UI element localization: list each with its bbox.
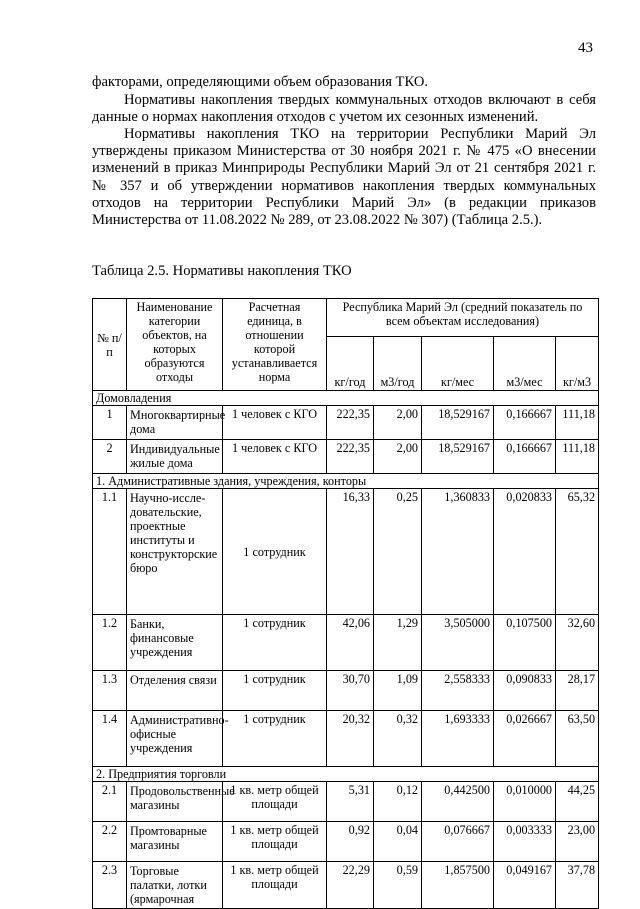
cell-unit: 1 человек с КГО bbox=[223, 440, 327, 474]
header-m3-month: м3/мес bbox=[494, 337, 556, 391]
cell-kg-year: 222,35 bbox=[327, 406, 374, 440]
cell-kg-month: 0,442500 bbox=[422, 782, 494, 822]
section-row bbox=[93, 391, 599, 406]
cell-m3-year: 0,25 bbox=[374, 489, 422, 615]
cell-num: 1.2 bbox=[93, 615, 127, 671]
cell-kg-m3: 37,78 bbox=[556, 862, 599, 909]
cell-kg-m3: 32,60 bbox=[556, 615, 599, 671]
cell-m3-month: 0,020833 bbox=[494, 489, 556, 615]
section-title: 1. Административные здания, учреждения, конторы bbox=[93, 474, 599, 489]
cell-num: 1.1 bbox=[93, 489, 127, 615]
cell-unit: 1 сотрудник bbox=[223, 615, 327, 671]
table-header bbox=[93, 299, 599, 391]
cell-kg-year: 42,06 bbox=[327, 615, 374, 671]
cell-kg-month: 3,505000 bbox=[422, 615, 494, 671]
cell-category: Торговые палатки, лотки (ярмарочная bbox=[127, 862, 223, 909]
cell-category: Научно-иссле-довательские, проектные институты и конструкторские бюро bbox=[127, 489, 223, 615]
cell-kg-month: 0,076667 bbox=[422, 822, 494, 862]
cell-kg-m3: 63,50 bbox=[556, 711, 599, 767]
table-row bbox=[93, 671, 599, 711]
cell-m3-month: 0,003333 bbox=[494, 822, 556, 862]
cell-m3-month: 0,026667 bbox=[494, 711, 556, 767]
cell-m3-year: 0,32 bbox=[374, 711, 422, 767]
cell-category: Продовольственные магазины bbox=[127, 782, 223, 822]
cell-unit: 1 человек с КГО bbox=[223, 406, 327, 440]
section-row bbox=[93, 767, 599, 782]
cell-m3-year: 1,29 bbox=[374, 615, 422, 671]
table-row bbox=[93, 862, 599, 909]
cell-m3-year: 0,04 bbox=[374, 822, 422, 862]
cell-m3-year: 0,59 bbox=[374, 862, 422, 909]
cell-unit: 1 кв. метр общей площади bbox=[223, 782, 327, 822]
cell-num: 1.4 bbox=[93, 711, 127, 767]
cell-category: Банки, финансовые учреждения bbox=[127, 615, 223, 671]
cell-kg-month: 1,857500 bbox=[422, 862, 494, 909]
header-unit: Расчетная единица, в отношении которой устанавливается норма bbox=[223, 299, 327, 391]
cell-m3-year: 2,00 bbox=[374, 440, 422, 474]
cell-m3-month: 0,010000 bbox=[494, 782, 556, 822]
cell-kg-year: 222,35 bbox=[327, 440, 374, 474]
paragraph: Нормативы накопления ТКО на территории Республики Марий Эл утверждены приказом Министерства от 30 ноября 2021 г. № 475 «О внесении изменений в приказ Минприроды Республики Марий Эл от 21 сентября 2021 г. № 357 и об утверждении нормативов накопления твердых коммунальных отходов на территории Республики Марий Эл» (в редакции приказов Министерства от 11.08.2022 № 289, от 23.08.2022 № 307) (Таблица 2.5.). bbox=[92, 126, 596, 229]
cell-kg-year: 30,70 bbox=[327, 671, 374, 711]
cell-kg-month: 18,529167 bbox=[422, 440, 494, 474]
cell-unit: 1 сотрудник bbox=[223, 711, 327, 767]
cell-kg-year: 5,31 bbox=[327, 782, 374, 822]
cell-kg-month: 18,529167 bbox=[422, 406, 494, 440]
table-caption: Таблица 2.5. Нормативы накопления ТКО bbox=[92, 263, 352, 279]
table-row bbox=[93, 711, 599, 767]
header-category: Наименование категории объектов, на которых образуются отходы bbox=[127, 299, 223, 391]
cell-unit: 1 сотрудник bbox=[223, 489, 327, 615]
header-region: Республика Марий Эл (средний показатель по всем объектам исследования) bbox=[327, 299, 599, 337]
norms-table bbox=[92, 298, 599, 909]
cell-kg-month: 1,693333 bbox=[422, 711, 494, 767]
cell-num: 2.2 bbox=[93, 822, 127, 862]
paragraph: факторами, определяющими объем образования ТКО. bbox=[92, 74, 429, 90]
cell-m3-month: 0,166667 bbox=[494, 406, 556, 440]
table-row bbox=[93, 440, 599, 474]
cell-kg-month: 2,558333 bbox=[422, 671, 494, 711]
cell-kg-year: 20,32 bbox=[327, 711, 374, 767]
cell-kg-m3: 111,18 bbox=[556, 440, 599, 474]
table-row bbox=[93, 822, 599, 862]
cell-m3-month: 0,090833 bbox=[494, 671, 556, 711]
cell-num: 2.1 bbox=[93, 782, 127, 822]
cell-m3-year: 2,00 bbox=[374, 406, 422, 440]
cell-kg-m3: 65,32 bbox=[556, 489, 599, 615]
paragraph: Нормативы накопления твердых коммунальных отходов включают в себя данные о нормах накопления отходов с учетом их сезонных изменений. bbox=[92, 92, 596, 126]
header-num: № п/п bbox=[93, 299, 127, 391]
cell-kg-m3: 28,17 bbox=[556, 671, 599, 711]
cell-unit: 1 кв. метр общей площади bbox=[223, 822, 327, 862]
header-m3-year: м3/год bbox=[374, 337, 422, 391]
table-body bbox=[93, 391, 599, 909]
cell-category: Индивидуальные жилые дома bbox=[127, 440, 223, 474]
cell-m3-month: 0,049167 bbox=[494, 862, 556, 909]
cell-m3-year: 0,12 bbox=[374, 782, 422, 822]
cell-num: 2 bbox=[93, 440, 127, 474]
cell-m3-year: 1,09 bbox=[374, 671, 422, 711]
cell-kg-year: 22,29 bbox=[327, 862, 374, 909]
cell-category: Многоквартирные дома bbox=[127, 406, 223, 440]
section-title: 2. Предприятия торговли bbox=[93, 767, 599, 782]
page-number: 43 bbox=[578, 40, 593, 56]
cell-unit: 1 кв. метр общей площади bbox=[223, 862, 327, 909]
table-row bbox=[93, 489, 599, 615]
cell-kg-m3: 44,25 bbox=[556, 782, 599, 822]
cell-m3-month: 0,166667 bbox=[494, 440, 556, 474]
header-kg-year: кг/год bbox=[327, 337, 374, 391]
cell-num: 1 bbox=[93, 406, 127, 440]
cell-num: 2.3 bbox=[93, 862, 127, 909]
cell-m3-month: 0,107500 bbox=[494, 615, 556, 671]
cell-category: Административно-офисные учреждения bbox=[127, 711, 223, 767]
cell-kg-year: 0,92 bbox=[327, 822, 374, 862]
table-row bbox=[93, 406, 599, 440]
section-title: Домовладения bbox=[93, 391, 599, 406]
cell-num: 1.3 bbox=[93, 671, 127, 711]
cell-category: Промтоварные магазины bbox=[127, 822, 223, 862]
header-kg-m3: кг/м3 bbox=[556, 337, 599, 391]
table-row bbox=[93, 782, 599, 822]
cell-category: Отделения связи bbox=[127, 671, 223, 711]
cell-kg-m3: 111,18 bbox=[556, 406, 599, 440]
cell-kg-month: 1,360833 bbox=[422, 489, 494, 615]
section-row bbox=[93, 474, 599, 489]
header-kg-month: кг/мес bbox=[422, 337, 494, 391]
cell-unit: 1 сотрудник bbox=[223, 671, 327, 711]
cell-kg-m3: 23,00 bbox=[556, 822, 599, 862]
cell-kg-year: 16,33 bbox=[327, 489, 374, 615]
table-row bbox=[93, 615, 599, 671]
